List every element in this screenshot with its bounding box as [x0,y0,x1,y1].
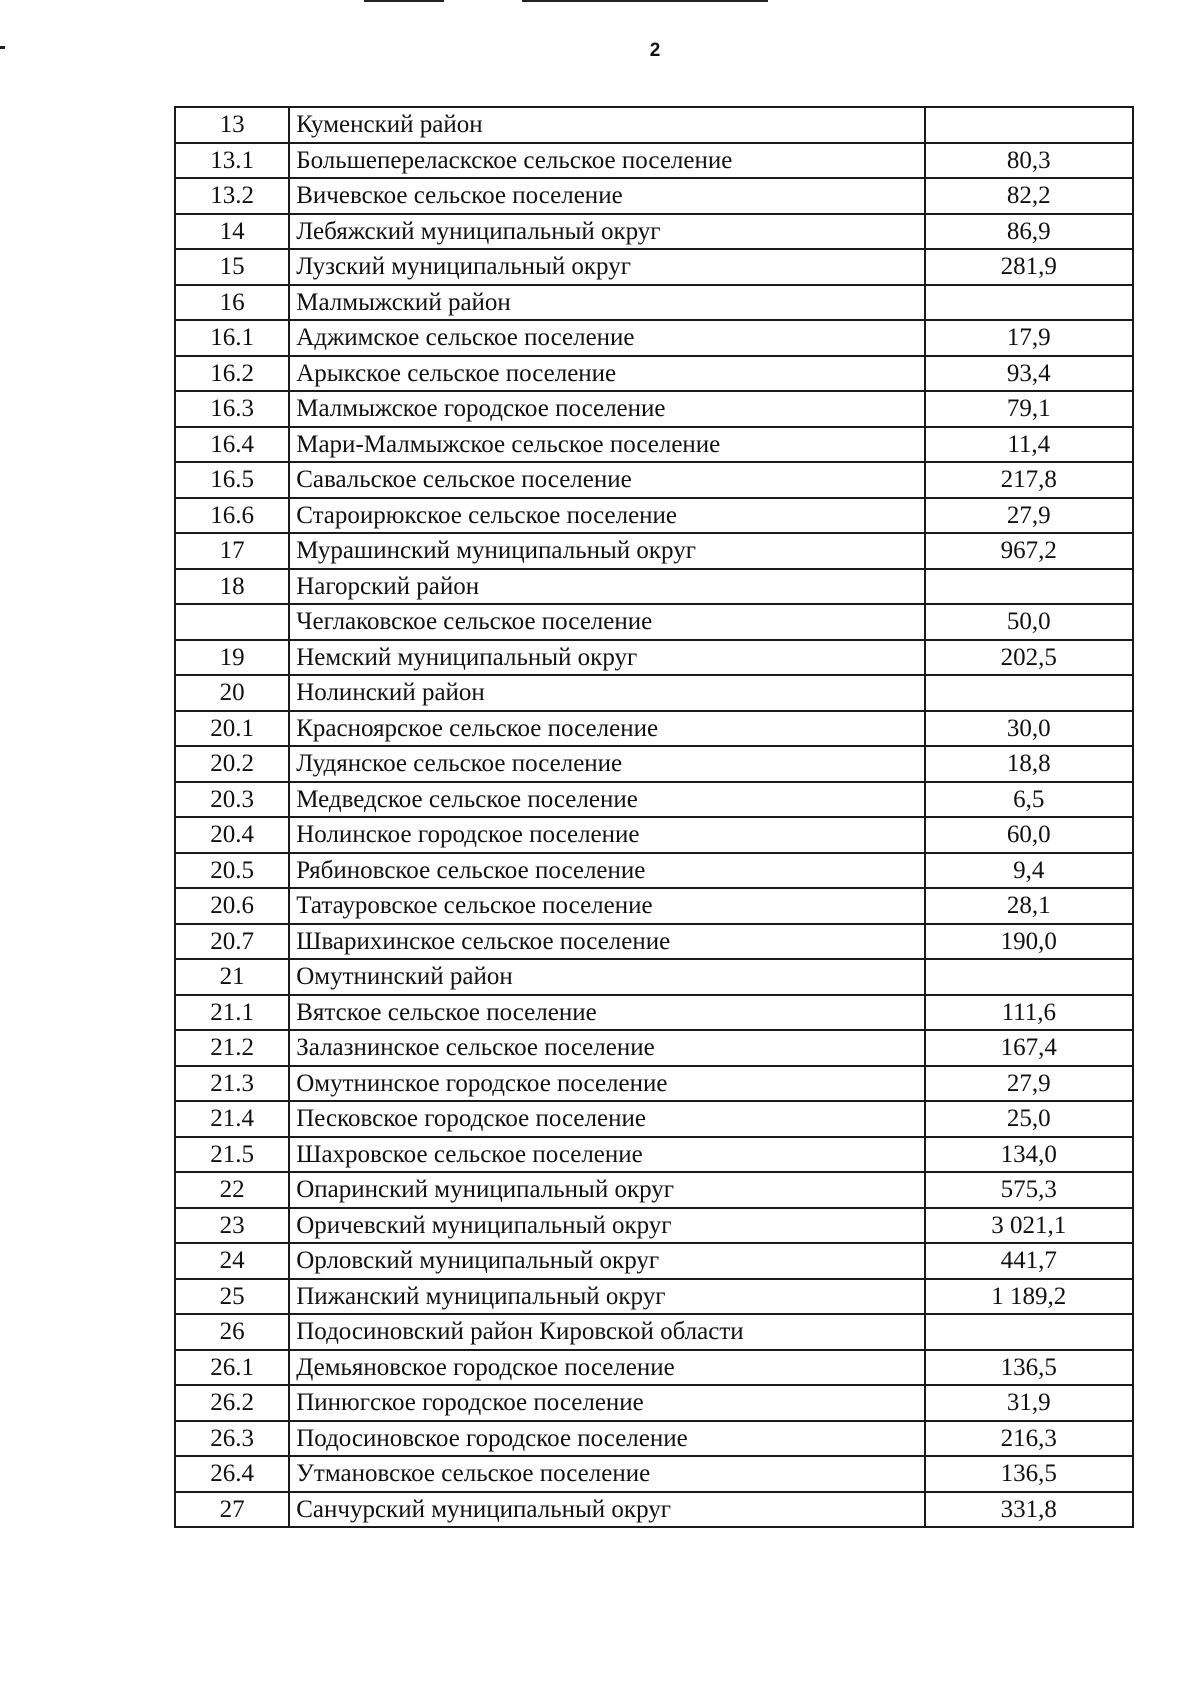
municipality-name-cell: Залазнинское сельское поселение [289,1030,924,1066]
municipality-name-cell: Куменский район [289,107,924,143]
table-row [175,1279,1133,1315]
table-row [175,746,1133,782]
row-number-cell: 20.7 [175,924,289,960]
table-row [175,604,1133,640]
municipality-name-cell: Утмановское сельское поселение [289,1456,924,1492]
row-number-cell: 20.3 [175,782,289,818]
municipality-name-cell: Лудянское сельское поселение [289,746,924,782]
table-row [175,959,1133,995]
municipality-name-cell: Подосиновское городское поселение [289,1421,924,1457]
table-row [175,640,1133,676]
table-row [175,995,1133,1031]
amount-cell [925,285,1133,321]
municipality-name-cell: Савальское сельское поселение [289,462,924,498]
scan-artifact-line [522,0,768,2]
table-row [175,214,1133,250]
table-row [175,1208,1133,1244]
amount-cell: 136,5 [925,1456,1133,1492]
amount-cell: 217,8 [925,462,1133,498]
municipality-name-cell: Пинюгское городское поселение [289,1385,924,1421]
row-number-cell: 21 [175,959,289,995]
amount-cell: 93,4 [925,356,1133,392]
municipality-name-cell: Шахровское сельское поселение [289,1137,924,1173]
table-body [175,107,1133,1527]
row-number-cell: 26.4 [175,1456,289,1492]
amount-cell: 28,1 [925,888,1133,924]
row-number-cell: 26 [175,1314,289,1350]
table-row [175,1172,1133,1208]
amount-cell: 79,1 [925,391,1133,427]
municipality-name-cell: Лузский муниципальный округ [289,249,924,285]
scan-artifact-line [364,0,444,2]
table-row [175,675,1133,711]
table-row [175,1243,1133,1279]
amount-cell: 167,4 [925,1030,1133,1066]
amount-cell: 82,2 [925,178,1133,214]
row-number-cell: 18 [175,569,289,605]
row-number-cell: 13.1 [175,143,289,179]
row-number-cell: 20.6 [175,888,289,924]
amount-cell: 6,5 [925,782,1133,818]
amount-cell: 17,9 [925,320,1133,356]
amount-cell: 27,9 [925,1066,1133,1102]
row-number-cell: 15 [175,249,289,285]
row-number-cell: 21.2 [175,1030,289,1066]
table-row [175,569,1133,605]
municipality-name-cell: Мари-Малмыжское сельское поселение [289,427,924,463]
row-number-cell: 20.1 [175,711,289,747]
table-row [175,285,1133,321]
municipality-name-cell: Подосиновский район Кировской области [289,1314,924,1350]
page-number: 2 [649,40,661,61]
row-number-cell: 16.4 [175,427,289,463]
municipality-name-cell: Песковское городское поселение [289,1101,924,1137]
row-number-cell: 22 [175,1172,289,1208]
table-row [175,178,1133,214]
row-number-cell: 20 [175,675,289,711]
municipality-name-cell: Большепереласкское сельское поселение [289,143,924,179]
table-row [175,462,1133,498]
table-row [175,391,1133,427]
amount-cell: 202,5 [925,640,1133,676]
row-number-cell: 21.5 [175,1137,289,1173]
amount-cell: 27,9 [925,498,1133,534]
amount-cell: 441,7 [925,1243,1133,1279]
municipality-name-cell: Аджимское сельское поселение [289,320,924,356]
row-number-cell: 20.4 [175,817,289,853]
amount-cell: 1 189,2 [925,1279,1133,1315]
amount-cell: 136,5 [925,1350,1133,1386]
amount-cell: 11,4 [925,427,1133,463]
row-number-cell: 13 [175,107,289,143]
amount-cell: 967,2 [925,533,1133,569]
row-number-cell: 20.2 [175,746,289,782]
amount-cell [925,675,1133,711]
table-row [175,427,1133,463]
table-row [175,143,1133,179]
row-number-cell: 25 [175,1279,289,1315]
scan-artifact-dot [0,46,5,49]
municipality-name-cell: Орловский муниципальный округ [289,1243,924,1279]
row-number-cell: 16.6 [175,498,289,534]
municipality-name-cell: Пижанский муниципальный округ [289,1279,924,1315]
table-row [175,1350,1133,1386]
table-row [175,1492,1133,1528]
amount-cell: 190,0 [925,924,1133,960]
municipality-name-cell: Санчурский муниципальный округ [289,1492,924,1528]
municipality-name-cell: Нолинское городское поселение [289,817,924,853]
municipality-name-cell: Староирюкское сельское поселение [289,498,924,534]
amount-cell: 281,9 [925,249,1133,285]
row-number-cell: 16.1 [175,320,289,356]
table-row [175,1421,1133,1457]
amount-cell [925,1314,1133,1350]
table-row [175,924,1133,960]
table-row [175,320,1133,356]
table-row [175,888,1133,924]
row-number-cell: 16.3 [175,391,289,427]
municipality-name-cell: Малмыжское городское поселение [289,391,924,427]
amount-cell [925,107,1133,143]
row-number-cell: 26.1 [175,1350,289,1386]
table-row [175,817,1133,853]
row-number-cell [175,604,289,640]
municipality-name-cell: Омутнинское городское поселение [289,1066,924,1102]
table-row [175,711,1133,747]
row-number-cell: 16.5 [175,462,289,498]
amount-cell: 18,8 [925,746,1133,782]
municipality-name-cell: Немский муниципальный округ [289,640,924,676]
row-number-cell: 19 [175,640,289,676]
amount-cell: 9,4 [925,853,1133,889]
allocation-table [174,106,1134,1528]
row-number-cell: 26.2 [175,1385,289,1421]
table-row [175,356,1133,392]
municipality-name-cell: Омутнинский район [289,959,924,995]
table-row [175,782,1133,818]
row-number-cell: 24 [175,1243,289,1279]
municipality-name-cell: Красноярское сельское поселение [289,711,924,747]
amount-cell: 25,0 [925,1101,1133,1137]
table-row [175,853,1133,889]
amount-cell: 575,3 [925,1172,1133,1208]
table-row [175,1101,1133,1137]
table-row [175,533,1133,569]
municipality-name-cell: Малмыжский район [289,285,924,321]
table-row [175,1314,1133,1350]
amount-cell: 134,0 [925,1137,1133,1173]
row-number-cell: 26.3 [175,1421,289,1457]
municipality-name-cell: Шварихинское сельское поселение [289,924,924,960]
table-row [175,1456,1133,1492]
row-number-cell: 27 [175,1492,289,1528]
amount-cell: 60,0 [925,817,1133,853]
table-row [175,1385,1133,1421]
municipality-name-cell: Мурашинский муниципальный округ [289,533,924,569]
amount-cell [925,959,1133,995]
municipality-name-cell: Медведское сельское поселение [289,782,924,818]
municipality-name-cell: Вичевское сельское поселение [289,178,924,214]
table-row [175,107,1133,143]
amount-cell: 86,9 [925,214,1133,250]
row-number-cell: 21.3 [175,1066,289,1102]
row-number-cell: 16.2 [175,356,289,392]
municipality-name-cell: Чеглаковское сельское поселение [289,604,924,640]
amount-cell: 111,6 [925,995,1133,1031]
table-row [175,1137,1133,1173]
amount-cell: 331,8 [925,1492,1133,1528]
municipality-name-cell: Татауровское сельское поселение [289,888,924,924]
row-number-cell: 21.1 [175,995,289,1031]
municipality-name-cell: Нолинский район [289,675,924,711]
row-number-cell: 16 [175,285,289,321]
row-number-cell: 20.5 [175,853,289,889]
municipality-name-cell: Лебяжский муниципальный округ [289,214,924,250]
amount-cell: 50,0 [925,604,1133,640]
municipality-name-cell: Оричевский муниципальный округ [289,1208,924,1244]
table-row [175,1030,1133,1066]
municipality-name-cell: Вятское сельское поселение [289,995,924,1031]
amount-cell: 31,9 [925,1385,1133,1421]
table-row [175,249,1133,285]
municipality-name-cell: Рябиновское сельское поселение [289,853,924,889]
municipality-name-cell: Опаринский муниципальный округ [289,1172,924,1208]
row-number-cell: 13.2 [175,178,289,214]
table-row [175,1066,1133,1102]
row-number-cell: 23 [175,1208,289,1244]
municipality-name-cell: Нагорский район [289,569,924,605]
amount-cell: 30,0 [925,711,1133,747]
table-row [175,498,1133,534]
row-number-cell: 17 [175,533,289,569]
row-number-cell: 21.4 [175,1101,289,1137]
amount-cell [925,569,1133,605]
amount-cell: 216,3 [925,1421,1133,1457]
amount-cell: 3 021,1 [925,1208,1133,1244]
amount-cell: 80,3 [925,143,1133,179]
municipality-name-cell: Арыкское сельское поселение [289,356,924,392]
row-number-cell: 14 [175,214,289,250]
municipality-name-cell: Демьяновское городское поселение [289,1350,924,1386]
